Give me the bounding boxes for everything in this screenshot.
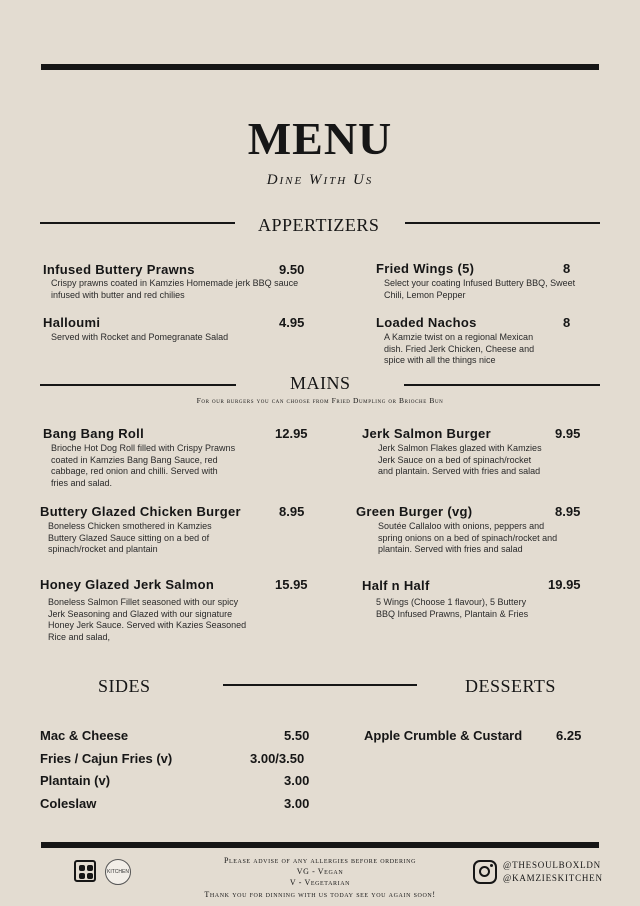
vegan-legend: VG - Vegan — [296, 867, 344, 876]
social-handle-soulbox[interactable]: @THESOULBOXLDN — [503, 860, 601, 870]
menu-item-name: Jerk Salmon Burger — [362, 426, 491, 441]
appetizers-heading: APPERTIZERS — [258, 215, 380, 235]
menu-item-description: 5 Wings (Choose 1 flavour), 5 Buttery BBQ Infused Prawns, Plantain & Fries — [376, 597, 529, 619]
menu-item-name: Bang Bang Roll — [43, 426, 144, 441]
mains-rule-left — [40, 384, 236, 386]
side-item-price: 3.00/3.50 — [250, 751, 305, 766]
menu-item-price: 19.95 — [548, 577, 581, 592]
page-title: MENU — [247, 113, 393, 164]
dessert-item-name: Apple Crumble & Custard — [364, 728, 523, 743]
menu-item-name: Buttery Glazed Chicken Burger — [40, 504, 241, 519]
menu-item-name: Loaded Nachos — [376, 315, 477, 330]
menu-item-description: Served with Rocket and Pomegranate Salad — [51, 332, 229, 342]
allergy-notice: Please advise of any allergies before ordering — [223, 856, 417, 865]
menu-item-price: 4.95 — [279, 315, 305, 330]
menu-item-description: Boneless Salmon Fillet seasoned with our spicy Jerk Seasoning and Glazed with our signature Honey Jerk Sauce. Served with Kazies Seasoned Rice and salad, — [48, 597, 247, 642]
menu-item-description: Select your coating Infused Buttery BBQ, Sweet Chili, Lemon Pepper — [384, 278, 576, 300]
dessert-item-price: 6.25 — [556, 728, 582, 743]
menu-item-description: A Kamzie twist on a regional Mexican dish. Fried Jerk Chicken, Cheese and spice with all the things nice — [384, 332, 535, 365]
menu-item-description: Jerk Salmon Flakes glazed with Kamzies Jerk Sauce on a bed of spinach/rocket and plantain. Served with fries and salad — [378, 443, 542, 476]
menu-item-description: Brioche Hot Dog Roll filled with Crispy Prawns coated in Kamzies Bang Bang Sauce, red cabbage, red onion and chilli. Served with fries and salad. — [51, 443, 236, 488]
menu-item-price: 12.95 — [275, 426, 308, 441]
desserts-heading: DESSERTS — [465, 676, 556, 696]
menu-item-price: 9.95 — [555, 426, 581, 441]
appetizers-rule-right — [405, 222, 600, 224]
logo-text: KITCHEN — [107, 869, 129, 875]
side-item-name: Fries / Cajun Fries (v) — [40, 751, 173, 766]
menu-item-price: 8.95 — [279, 504, 305, 519]
side-item-name: Plantain (v) — [40, 773, 111, 788]
page-subtitle: Dine With Us — [266, 172, 374, 188]
menu-item-description: Soutée Callaloo with onions, peppers and spring onions on a bed of spinach/rocket and plantain. Served with fries and salad — [378, 521, 558, 554]
menu-item-name: Infused Buttery Prawns — [43, 262, 195, 277]
menu-item-description: Crispy prawns coated in Kamzies Homemade jerk BBQ sauce infused with butter and red chilies — [51, 278, 299, 300]
menu-item-name: Green Burger (vg) — [356, 504, 473, 519]
menu-item-name: Half n Half — [362, 578, 430, 593]
mains-note: For our burgers you can choose from Fried Dumpling or Brioche Bun — [196, 396, 444, 405]
side-item-price: 3.00 — [284, 773, 310, 788]
vegetarian-legend: V - Vegetarian — [289, 878, 351, 887]
instagram-icon[interactable] — [473, 860, 497, 884]
appetizers-rule-left — [40, 222, 235, 224]
social-handle-kamzies[interactable]: @KAMZIESKITCHEN — [503, 873, 603, 883]
menu-item-name: Honey Glazed Jerk Salmon — [40, 577, 215, 592]
thank-you-note: Thank you for dinning with us today see you again soon! — [204, 890, 436, 899]
menu-item-price: 8 — [563, 315, 571, 330]
menu-item-price: 9.50 — [279, 262, 305, 277]
menu-item-description: Boneless Chicken smothered in Kamzies Buttery Glazed Sauce sitting on a bed of spinach/rocket and plantain — [48, 521, 212, 554]
side-item-name: Coleslaw — [40, 796, 97, 811]
side-item-price: 3.00 — [284, 796, 310, 811]
bottom-divider — [41, 842, 599, 848]
menu-item-price: 8.95 — [555, 504, 581, 519]
mains-rule-right — [404, 384, 600, 386]
menu-item-price: 15.95 — [275, 577, 308, 592]
menu-item-name: Halloumi — [43, 315, 101, 330]
side-item-price: 5.50 — [284, 728, 310, 743]
sides-desserts-divider — [223, 684, 417, 686]
side-item-name: Mac & Cheese — [40, 728, 129, 743]
sides-heading: SIDES — [98, 676, 151, 696]
menu-item-price: 8 — [563, 261, 571, 276]
mains-heading: MAINS — [290, 373, 351, 393]
top-divider — [41, 64, 599, 70]
menu-item-name: Fried Wings (5) — [376, 261, 475, 276]
